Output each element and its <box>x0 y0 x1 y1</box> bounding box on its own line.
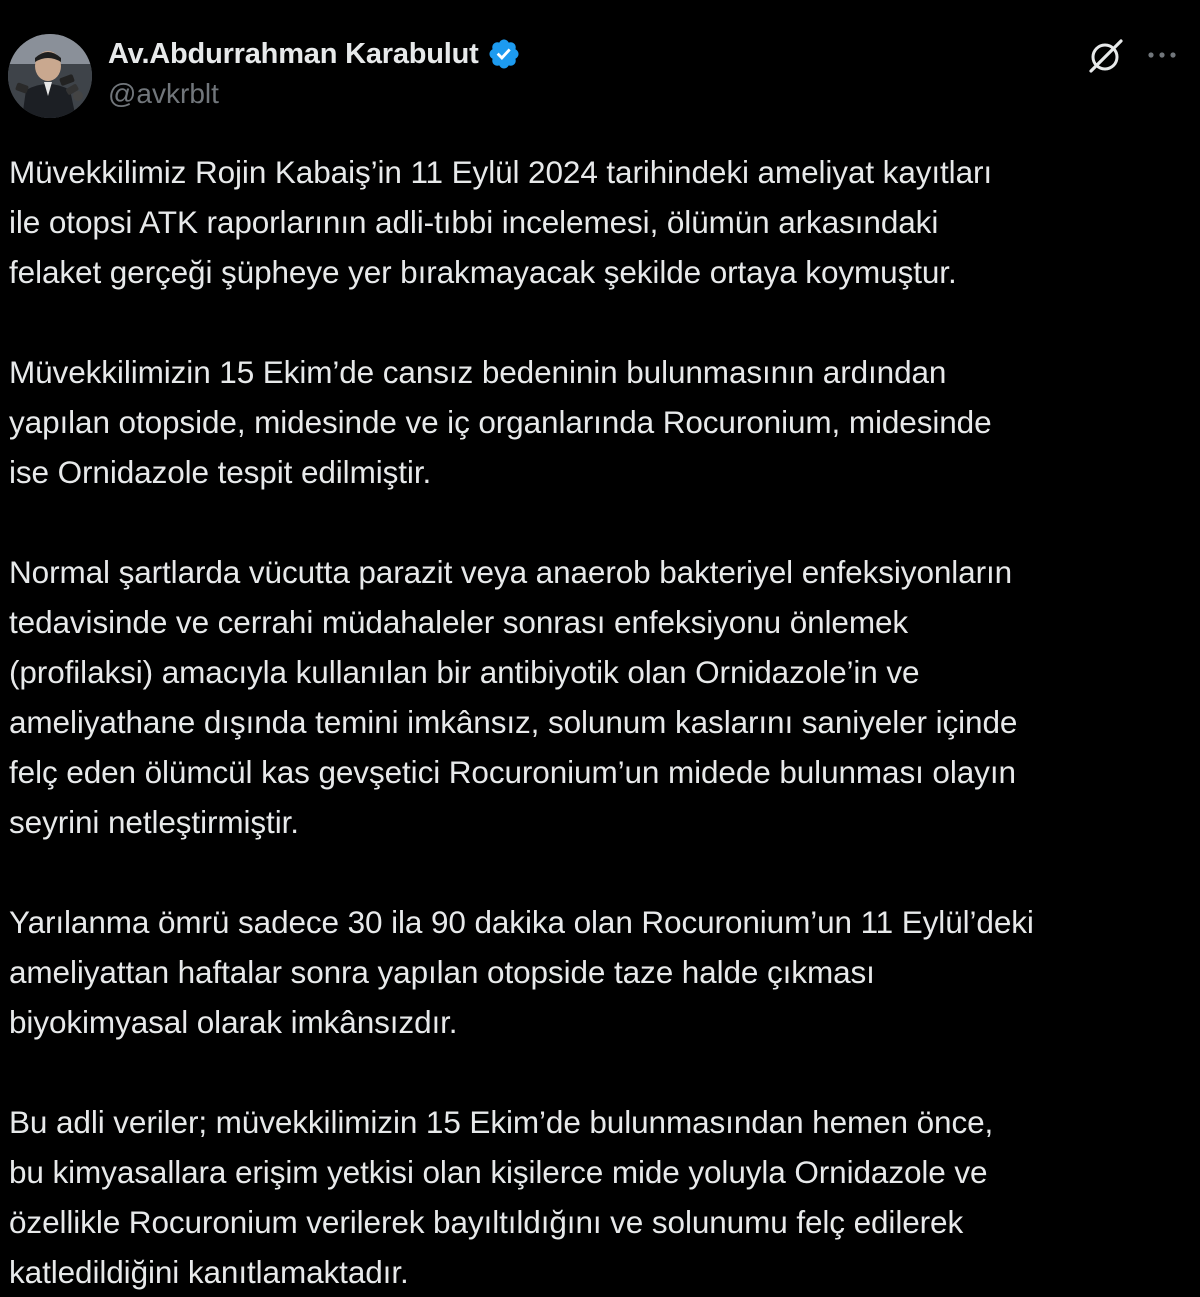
tweet-paragraph: Yarılanma ömrü sadece 30 ila 90 dakika olan Rocuronium’un 11 Eylül’deki ameliyattan haftalar sonra yapılan otopside taze halde çıkması biyokimyasal olarak imkânsızdır. <box>9 904 1034 1040</box>
verified-badge-icon <box>487 37 521 71</box>
author-display-name[interactable]: Av.Abdurrahman Karabulut <box>108 37 479 70</box>
tweet-paragraph: Müvekkilimiz Rojin Kabaiş’in 11 Eylül 2024 tarihindeki ameliyat kayıtları ile otopsi ATK raporlarının adli-tıbbi incelemesi, ölümün arkasındaki felaket gerçeği şüpheye yer bırakmayacak şekilde ortaya koymuştur. <box>9 154 993 290</box>
tweet-paragraph: Normal şartlarda vücutta parazit veya anaerob bakteriyel enfeksiyonların tedavisinde ve cerrahi müdahaleler sonrası enfeksiyonu önlemek (profilaksi) amacıyla kullanılan bir antibiyotik olan Ornidazole’in ve ameliyathane dışında temini imkânsız, solunum kaslarını saniyeler içinde felç eden ölümcül kas gevşetici Rocuronium’un midede bulunması olayın seyrini netleştirmiştir. <box>9 554 1018 840</box>
more-options-button[interactable] <box>1140 34 1184 78</box>
author-handle[interactable]: @avkrblt <box>108 78 219 109</box>
author-name-row <box>108 34 521 74</box>
tweet-text <box>9 147 1194 1297</box>
grok-button[interactable] <box>1084 34 1128 78</box>
avatar-photo <box>8 34 92 118</box>
avatar[interactable] <box>8 34 92 118</box>
tweet-paragraph: Bu adli veriler; müvekkilimizin 15 Ekim’de bulunmasından hemen önce, bu kimyasallara erişim yetkisi olan kişilerce mide yoluyla Ornidazole ve özellikle Rocuronium verilerek bayıltıldığını ve solunumu felç edilerek katledildiğini kanıtlamaktadır. <box>9 1104 994 1290</box>
more-horizontal-icon <box>1140 34 1184 78</box>
grok-icon <box>1084 34 1128 78</box>
tweet-header <box>0 0 1200 130</box>
tweet-paragraph: Müvekkilimizin 15 Ekim’de cansız bedeninin bulunmasının ardından yapılan otopside, midesinde ve iç organlarında Rocuronium, midesinde ise Ornidazole tespit edilmiştir. <box>9 354 992 490</box>
